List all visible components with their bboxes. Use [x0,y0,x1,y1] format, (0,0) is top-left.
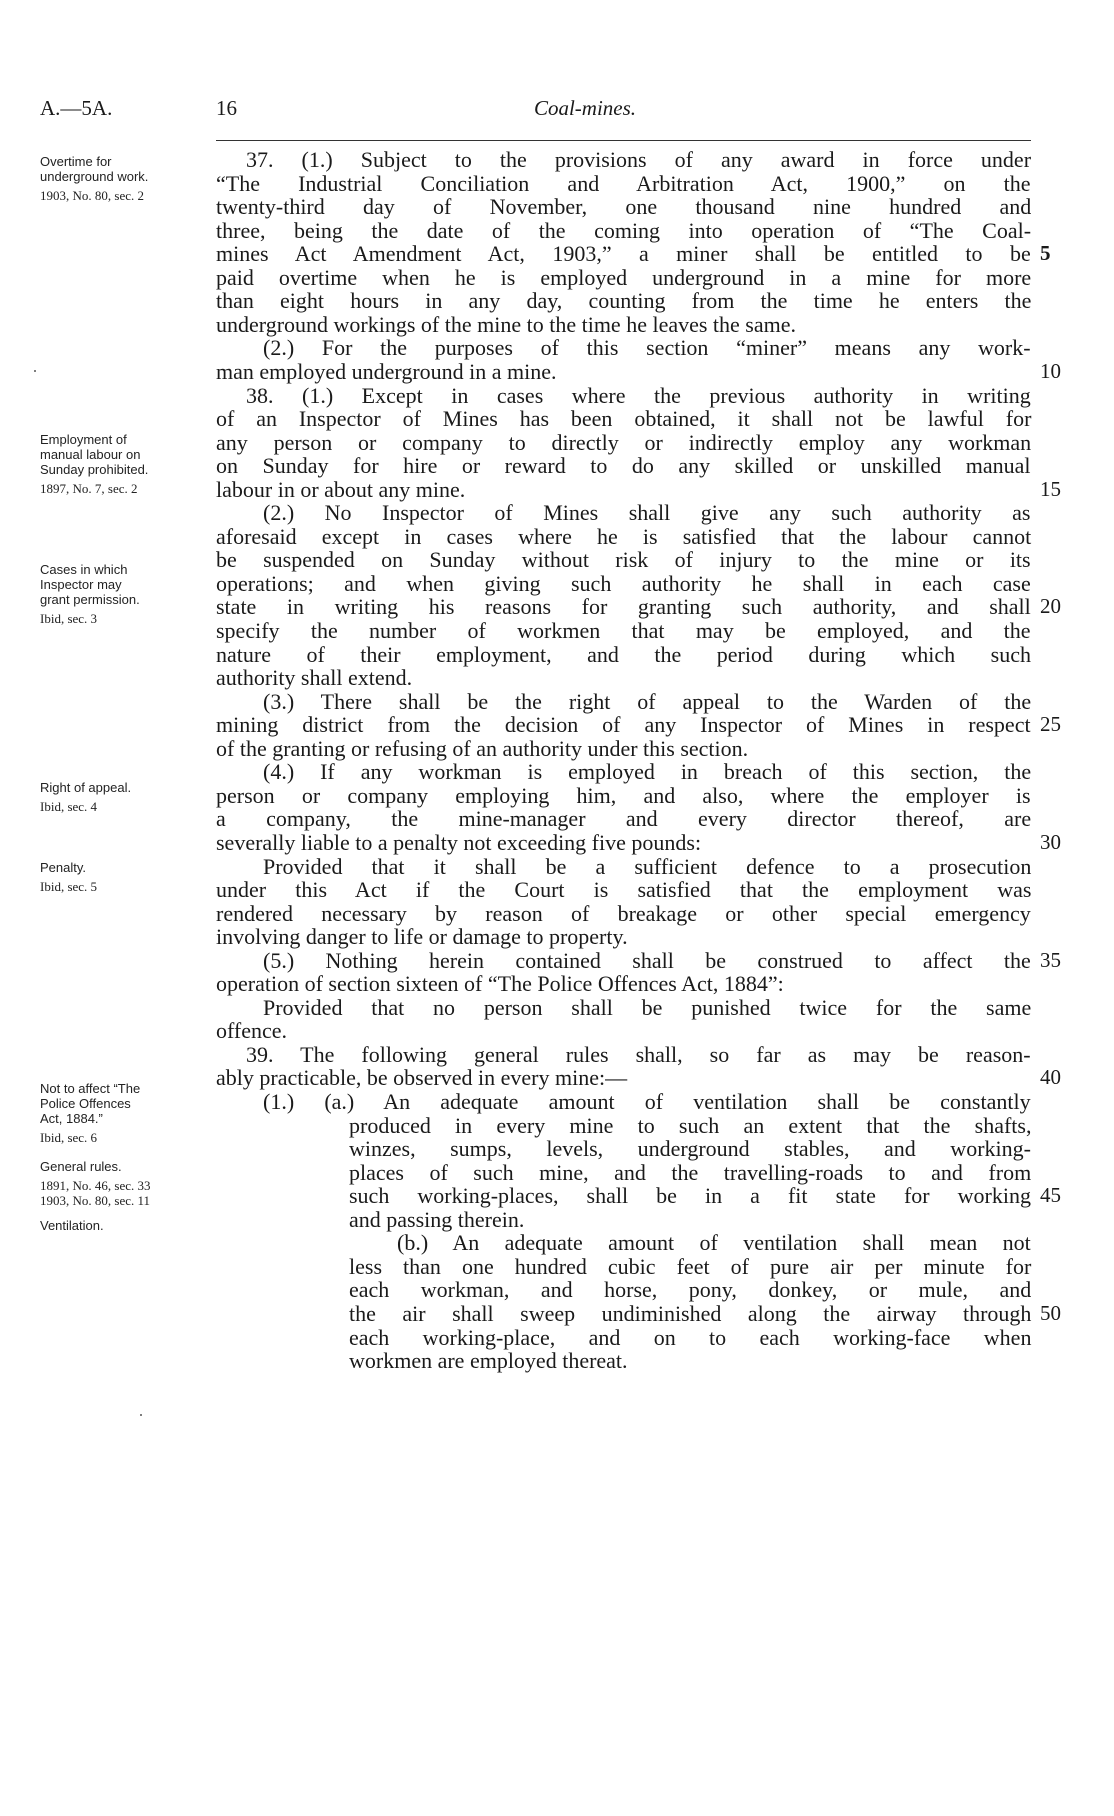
text-line: winzes, sumps, levels, underground stables, and working- [349,1136,1031,1162]
margin-note-line: Employment of [40,432,127,447]
statute-reference: 1897, No. 7, sec. 2 [40,481,138,496]
text-line: ably practicable, be observed in every mine:— [216,1065,628,1091]
text-line: each working-place, and on to each working-face when [349,1324,1032,1350]
margin-note [40,1218,210,1233]
text-line: (1.) (a.) An adequate amount of ventilation shall be constantly [263,1089,1031,1114]
text-line: than eight hours in any day, counting from the time he enters the [216,288,1032,314]
statute-reference: 1903, No. 80, sec. 11 [40,1193,151,1208]
margin-note [40,432,210,496]
header-rule [216,140,1031,141]
margin-note-line: Penalty. [40,860,87,875]
margin-note [40,1159,210,1208]
text-line: each workman, and horse, pony, donkey, or mule, and [349,1277,1032,1303]
text-line: mines Act Amendment Act, 1903,” a miner shall be entitled to be [216,241,1031,267]
text-line: offence. [216,1018,288,1044]
text-line: twenty-third day of November, one thousand nine hundred and [216,194,1032,220]
text-line: less than one hundred cubic feet of pure air per minute for [349,1253,1032,1279]
page-header [40,96,1030,126]
text-line: and passing therein. [349,1206,525,1232]
text-line: Provided that it shall be a sufficient defence to a prosecution [263,853,1032,879]
text-line: the air shall sweep undiminished along the airway through [349,1300,1032,1326]
line-number: 30 [1040,829,1061,854]
margin-note [40,154,210,203]
line-number: 15 [1040,476,1061,501]
document-reference: A.—5A. [40,96,113,120]
margin-note-line: manual labour on [40,447,141,462]
text-line: places of such mine, and the travelling-roads to and from [349,1159,1032,1185]
text-line: on Sunday for hire or reward to do any skilled or unskilled manual [216,453,1031,479]
statute-reference: Ibid, sec. 6 [40,1130,98,1145]
margin-note [40,860,210,894]
text-line: paid overtime when he is employed underground in a mine for more [216,264,1032,290]
statute-reference: Ibid, sec. 5 [40,879,98,894]
statute-reference: Ibid, sec. 3 [40,611,98,626]
text-line: Provided that no person shall be punished twice for the same [263,994,1032,1020]
margin-note-line: Overtime for [40,154,112,169]
margin-note-line: General rules. [40,1159,122,1174]
text-line: involving danger to life or damage to property. [216,924,628,950]
line-number: 25 [1040,712,1061,737]
margin-note [40,780,210,814]
margin-note-line: Police Offences [40,1096,131,1111]
text-line: 39. The following general rules shall, so far as may be reason- [246,1041,1031,1067]
statute-reference: Ibid, sec. 4 [40,799,98,814]
line-number: 50 [1040,1300,1061,1325]
margin-note-line: Cases in which [40,562,128,577]
line-number: 35 [1040,947,1061,972]
text-line: specify the number of workmen that may be employed, and the [216,618,1031,643]
page-number: 16 [216,96,237,120]
text-line: (5.) Nothing herein contained shall be construed to affect the [263,947,1031,973]
text-line: under this Act if the Court is satisfied that the employment was [216,877,1032,903]
text-line: of the granting or refusing of an authority under this section. [216,735,749,761]
margin-note-line: Sunday prohibited. [40,462,149,477]
margin-note-line: Inspector may [40,577,122,592]
text-line: “The Industrial Conciliation and Arbitration Act, 1900,” on the [216,170,1031,196]
text-line: 37. (1.) Subject to the provisions of any award in force under [246,147,1032,172]
text-line: labour in or about any mine. [216,476,466,502]
margin-note-line: grant permission. [40,592,140,607]
margin-note-line: Not to affect “The [40,1081,141,1096]
line-number: 10 [1040,358,1061,383]
text-line: produced in every mine to such an extent that the shafts, [349,1112,1032,1138]
text-line: man employed underground in a mine. [216,358,557,384]
margin-note-line: Act, 1884.” [40,1111,103,1126]
text-line: nature of their employment, and the period during which such [216,641,1031,667]
text-line: underground workings of the mine to the time he leaves the same. [216,311,797,337]
margin-note-line: underground work. [40,169,149,184]
running-title: Coal-mines. [533,96,637,120]
text-line: (4.) If any workman is employed in breach of this section, the [263,759,1032,785]
text-line: operation of section sixteen of “The Police Offences Act, 1884”: [216,971,784,997]
text-line: operations; and when giving such authority he shall in each case [216,570,1031,596]
text-line: workmen are employed thereat. [349,1348,628,1374]
text-line: rendered necessary by reason of breakage or other special emergency [216,900,1031,926]
text-line: (2.) For the purposes of this section “miner” means any work- [263,335,1031,361]
line-number: 45 [1040,1183,1061,1208]
text-line: a company, the mine-manager and every director thereof, are [216,806,1032,832]
text-line: be suspended on Sunday without risk of injury to the mine or its [216,547,1031,573]
text-line: aforesaid except in cases where he is satisfied that the labour cannot [216,523,1032,549]
text-line: any person or company to directly or indirectly employ any workman [216,429,1032,455]
line-number: 40 [1040,1065,1061,1090]
text-line: mining district from the decision of any Inspector of Mines in respect [216,712,1031,738]
speck [140,1414,142,1416]
text-line: 38. (1.) Except in cases where the previous authority in writing [246,382,1031,408]
margin-note-line: Ventilation. [40,1218,104,1233]
text-line: severally liable to a penalty not exceeding five pounds: [216,829,702,855]
statute-reference: 1891, No. 46, sec. 33 [40,1178,151,1193]
text-line: such working-places, shall be in a fit state for working [349,1183,1031,1209]
text-line: three, being the date of the coming into operation of “The Coal- [216,217,1032,243]
speck [34,370,36,372]
line-number: 5 [1040,241,1051,266]
text-line: (b.) An adequate amount of ventilation shall mean not [397,1230,1031,1256]
text-line: (2.) No Inspector of Mines shall give any such authority as [263,500,1031,526]
margin-note [40,1081,210,1145]
margin-note [40,562,210,626]
text-line: state in writing his reasons for granting such authority, and shall [216,594,1031,620]
text-line: (3.) There shall be the right of appeal to the Warden of the [263,688,1032,714]
text-line: authority shall extend. [216,665,413,691]
statute-reference: 1903, No. 80, sec. 2 [40,188,144,203]
margin-note-line: Right of appeal. [40,780,132,795]
text-line: of an Inspector of Mines has been obtained, it shall not be lawful for [216,406,1032,432]
line-number: 20 [1040,594,1061,619]
text-line: person or company employing him, and also, where the employer is [216,782,1031,808]
